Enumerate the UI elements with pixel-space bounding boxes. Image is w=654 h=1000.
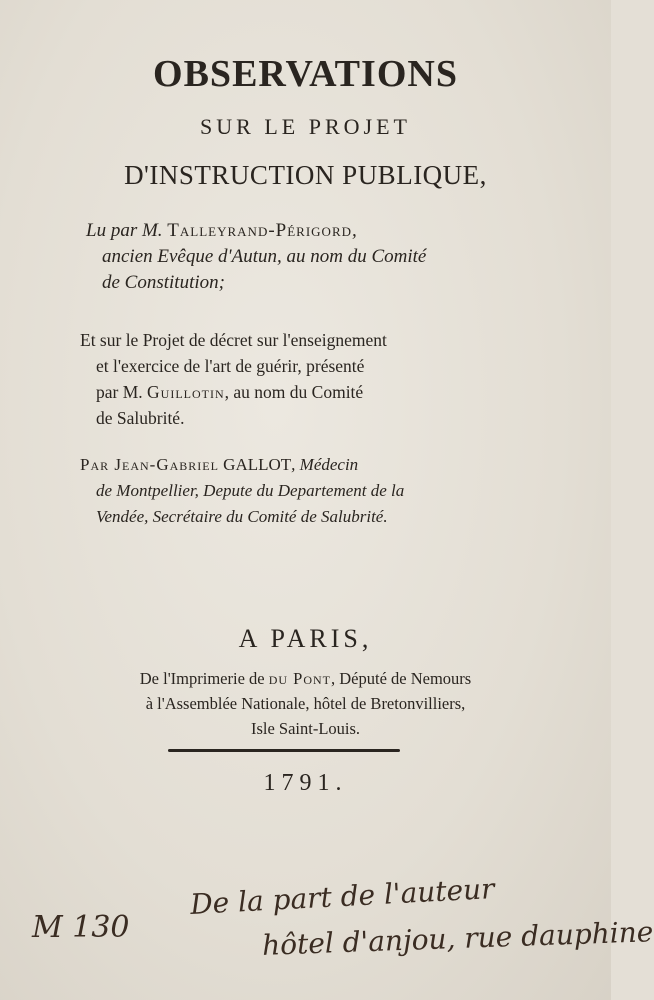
main-title: OBSERVATIONS xyxy=(153,53,458,95)
et-sur-paragraph xyxy=(80,327,550,431)
handwritten-inscription-line-1: De la part de l'auteur xyxy=(189,872,496,921)
city: A PARIS, xyxy=(238,624,373,653)
printer-name: du Pont xyxy=(268,669,332,688)
author-name-jean-gabriel: Jean-Gabriel xyxy=(114,455,219,474)
lu-par-paragraph xyxy=(86,218,526,296)
author-paragraph xyxy=(80,452,550,530)
lu-line-1: Lu par M. Talleyrand-Périgord, xyxy=(86,220,357,241)
divider-rule xyxy=(168,749,400,752)
par-line-1: Par Jean-Gabriel GALLOT, Médecin xyxy=(80,455,359,474)
et-line-3: par M. Guillotin, au nom du Comité xyxy=(96,382,364,402)
par-line-3: Vendée, Secrétaire du Comité de Salubrité. xyxy=(96,507,388,526)
lu-line-3: de Constitution; xyxy=(102,272,225,293)
imprint-line-2: à l'Assemblée Nationale, hôtel de Bretonvilliers, xyxy=(145,694,466,713)
et-line-4: de Salubrité. xyxy=(96,408,185,428)
imprint-line-3: Isle Saint-Louis. xyxy=(250,719,361,738)
et-line-2: et l'exercice de l'art de guérir, présenté xyxy=(96,356,365,376)
lu-line-2: ancien Evêque d'Autun, au nom du Comité xyxy=(102,246,427,267)
handwritten-shelfmark: M 130 xyxy=(32,910,130,945)
imprint-line-1: De l'Imprimerie de du Pont, Député de Nemours xyxy=(139,669,472,688)
author-name-talleyrand: Talleyrand-Périgord xyxy=(167,220,353,241)
author-surname-gallot: GALLOT xyxy=(218,455,292,474)
et-line-1: Et sur le Projet de décret sur l'enseignement xyxy=(80,330,387,350)
imprint xyxy=(0,666,611,741)
par-line-2: de Montpellier, Depute du Departement de la xyxy=(96,481,405,500)
subtitle-sur-le-projet: SUR LE PROJET xyxy=(200,114,411,139)
subtitle-instruction-publique: D'INSTRUCTION PUBLIQUE, xyxy=(124,160,487,190)
author-name-guillotin: Guillotin xyxy=(147,382,225,402)
publication-year: 1791. xyxy=(263,770,348,796)
handwritten-inscription-line-2: hôtel d'anjou, rue dauphine xyxy=(261,915,654,962)
